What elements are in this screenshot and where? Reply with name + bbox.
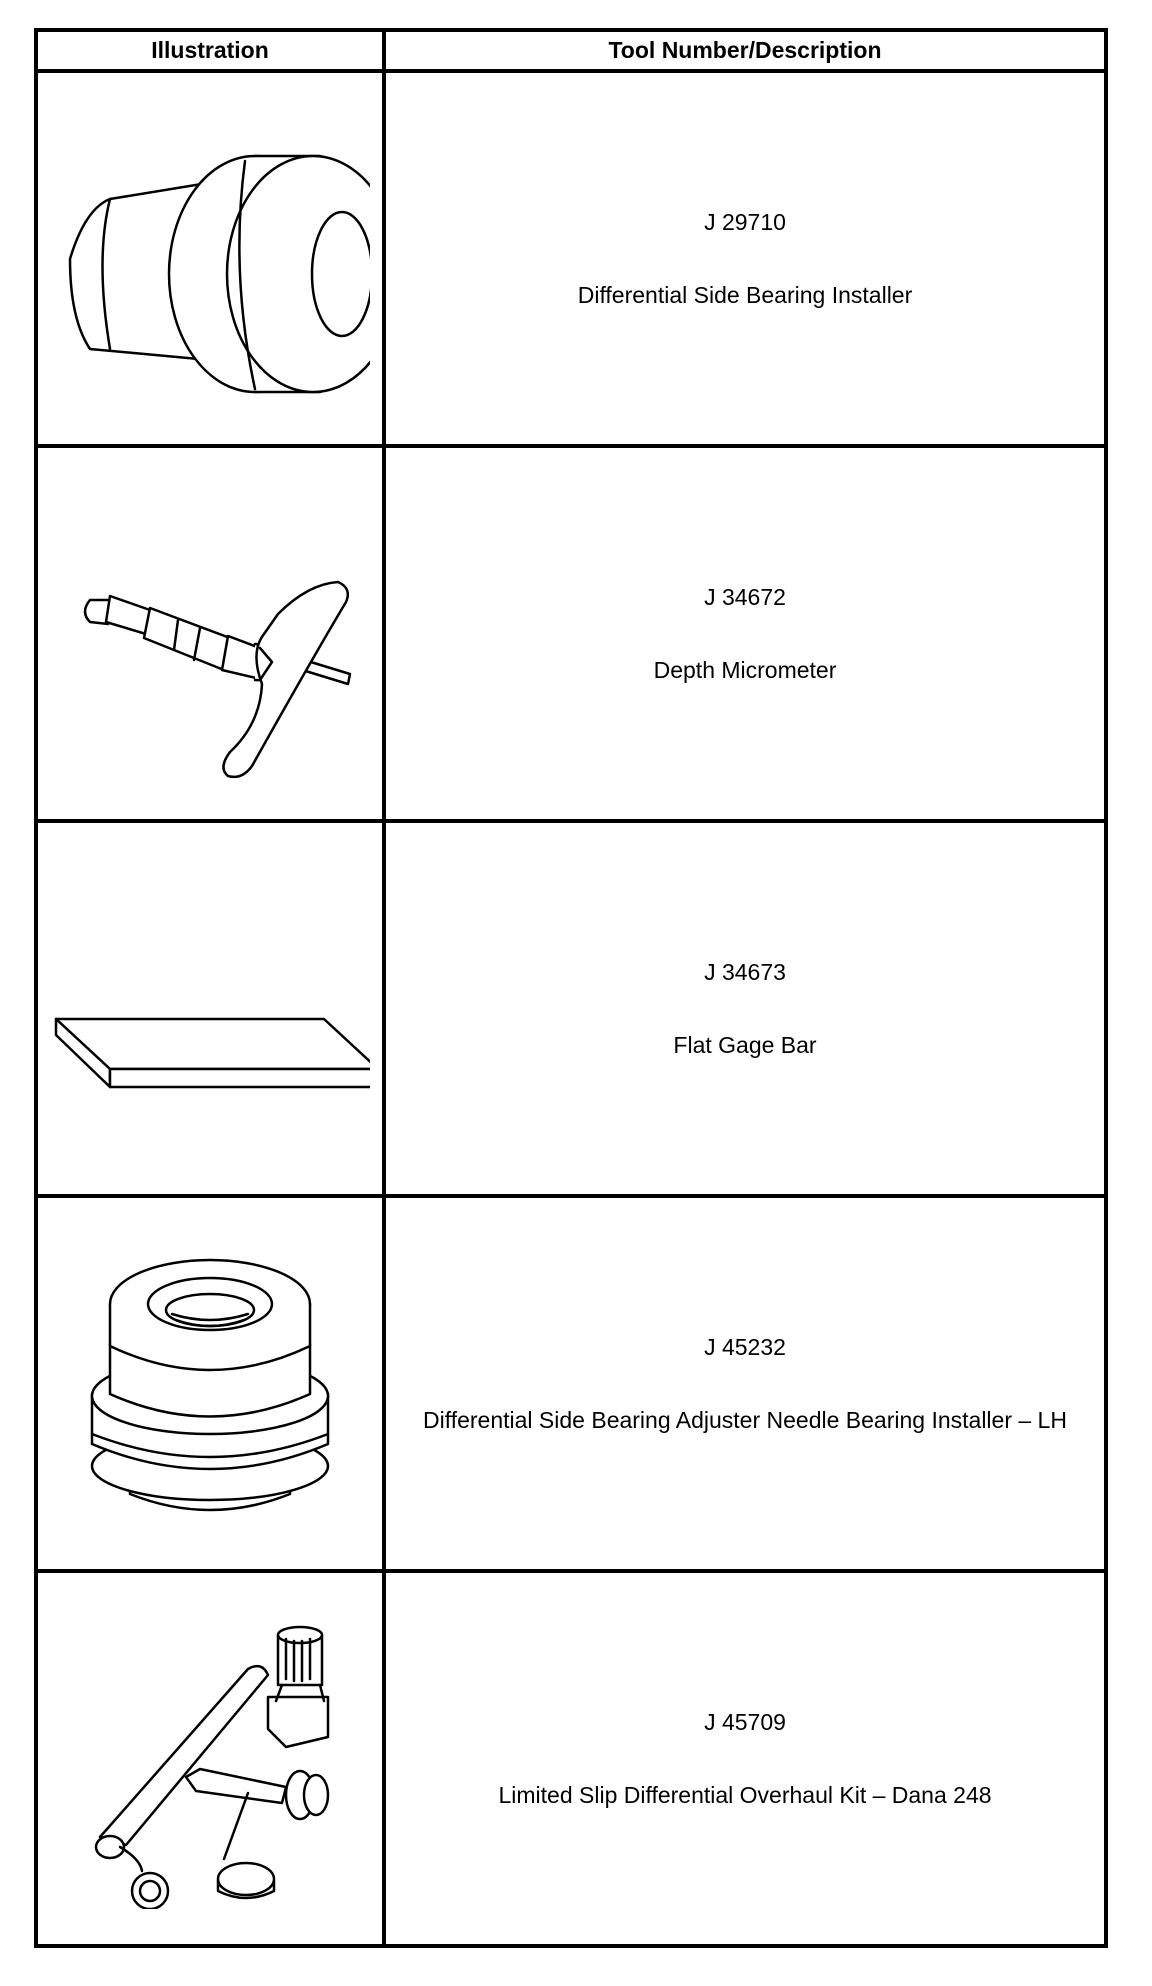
header-illustration: Illustration (36, 30, 384, 71)
flat-gage-bar-icon (50, 859, 370, 1159)
tool-description: Flat Gage Bar (673, 1031, 817, 1058)
tool-number: J 34672 (704, 583, 786, 610)
illustration-cell (36, 71, 384, 446)
header-tool-number-description: Tool Number/Description (384, 30, 1106, 71)
overhaul-kit-icon (50, 1609, 370, 1909)
illustration-cell (36, 821, 384, 1196)
tool-number: J 45709 (704, 1708, 786, 1735)
tool-description: Differential Side Bearing Installer (577, 281, 913, 308)
needle-bearing-installer-icon (50, 1234, 370, 1534)
table-row (36, 821, 1106, 1196)
header-row (36, 30, 1106, 71)
description-cell (384, 446, 1106, 821)
side-bearing-installer-icon (50, 109, 370, 409)
table-row (36, 71, 1106, 446)
table-row (36, 446, 1106, 821)
illustration-cell (36, 1196, 384, 1571)
tool-number: J 34673 (704, 958, 786, 985)
tool-number: J 45232 (704, 1333, 786, 1360)
description-cell (384, 1571, 1106, 1946)
table-row (36, 1571, 1106, 1946)
tool-table (34, 28, 1108, 1948)
illustration-cell (36, 446, 384, 821)
tool-description: Limited Slip Differential Overhaul Kit – Dana 248 (498, 1781, 992, 1808)
tool-description: Differential Side Bearing Adjuster Needle Bearing Installer – LH (423, 1406, 1067, 1433)
depth-micrometer-icon (50, 484, 370, 784)
description-cell (384, 71, 1106, 446)
illustration-cell (36, 1571, 384, 1946)
description-cell (384, 821, 1106, 1196)
description-cell (384, 1196, 1106, 1571)
table-row (36, 1196, 1106, 1571)
tool-description: Depth Micrometer (653, 656, 837, 683)
tool-number: J 29710 (704, 208, 786, 235)
